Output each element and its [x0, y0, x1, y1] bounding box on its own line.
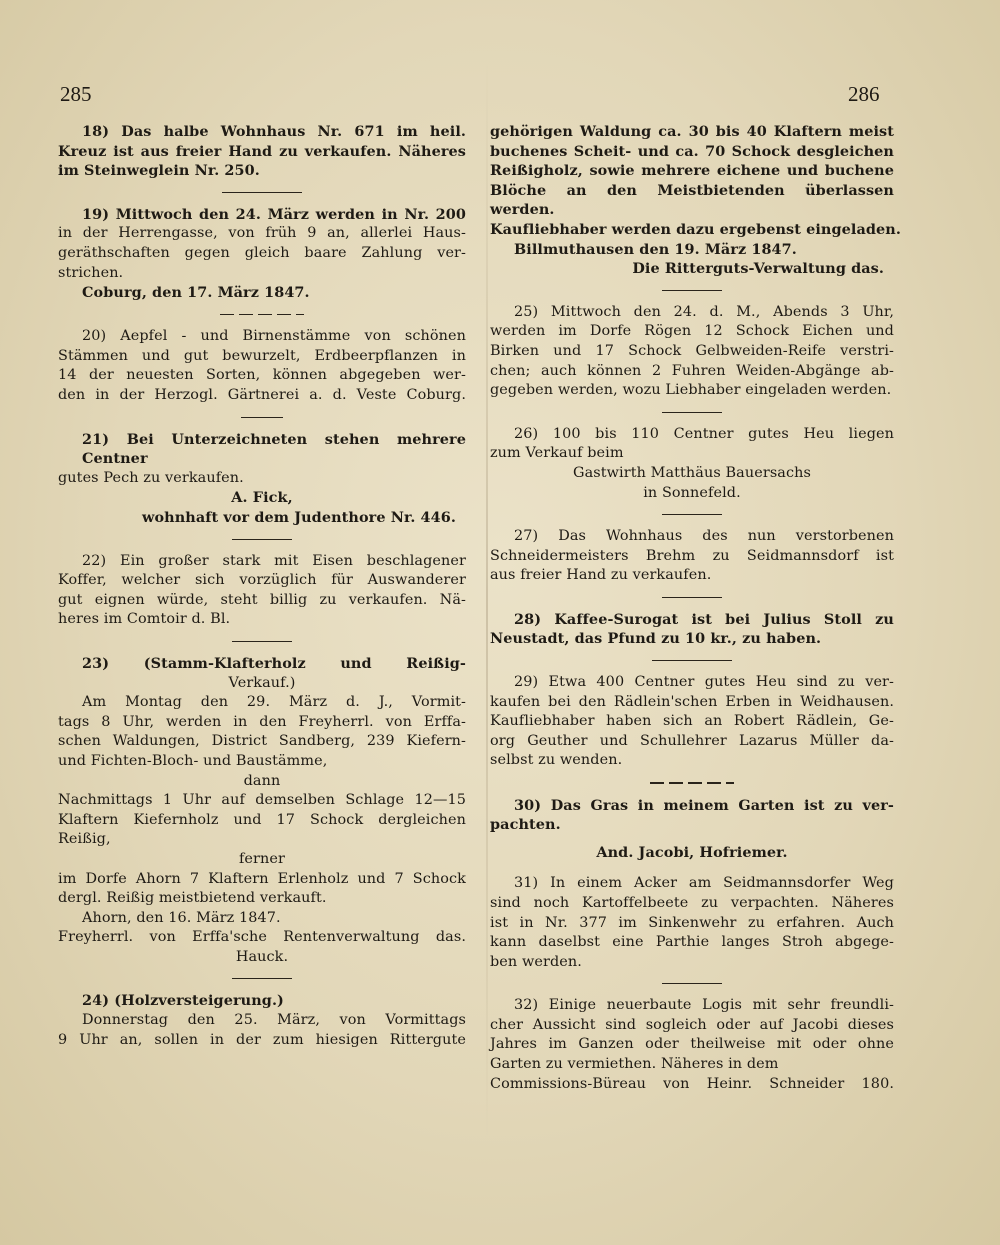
separator: [650, 782, 734, 784]
notice-31: 31) In einem Acker am Seidmannsdorfer Weg sind noch Kartoffelbeete zu verpachten. Näheres ist in Nr. 377 im Sinkenwehr zu erfahren. Auch kann daselbst eine Parthie langes Stroh abgege- ben werden.: [490, 875, 894, 970]
separator: [662, 290, 722, 291]
notice-26: 26) 100 bis 110 Centner gutes Heu liegen zum Verkauf beim Gastwirth Matthäus Bauersachs in Sonnefeld.: [490, 425, 894, 501]
separator: [220, 314, 304, 316]
separator: [241, 417, 283, 418]
right-column: [490, 122, 901, 1094]
notice-30: 30) Das Gras in meinem Garten ist zu ver- pachten. And. Jacobi, Hofriemer.: [490, 796, 894, 861]
notice-27: 27) Das Wohnhaus des nun verstorbenen Schneidermeisters Brehm zu Seidmannsdorf ist aus freier Hand zu verkaufen.: [490, 528, 894, 584]
separator: [222, 192, 302, 193]
notice-25: 25) Mittwoch den 24. d. M., Abends 3 Uhr, werden im Dorfe Rögen 12 Schock Eichen und Birken und 17 Schock Gelbweiden-Reife verstri- chen; auch können 2 Fuhren Weiden-Abgänge ab- gegeben werden, wozu Liebhaber eingeladen werden.: [490, 303, 894, 399]
separator: [662, 412, 722, 413]
separator: [652, 660, 732, 661]
separator: [662, 514, 722, 515]
page-number-right: 286: [848, 82, 880, 106]
notice-22: 22) Ein großer stark mit Eisen beschlagener Koffer, welcher sich vorzüglich für Auswanderer gut eignen würde, steht billig zu verkaufen. Nä- heres im Comtoir d. Bl.: [58, 552, 466, 628]
notice-23: 23) (Stamm-Klafterholz und Reißig- Verkauf.) Am Montag den 29. März d. J., Vormit- tags 8 Uhr, werden in den Freyherrl. von Erffa- schen Waldungen, District Sandberg, 239 Kiefern- und Fichten-Bloch- und Baustämme, dann Nachmittags 1 Uhr auf demselben Schlage 12—15 Klaftern Kiefernholz und 17 Schock dergleichen Reißig, ferner im Dorfe Ahorn 7 Klaftern Erlenholz und 7 Schock dergl. Reißig meistbietend verkauft. Ahorn, den 16. März 1847. Freyherrl. von Erffa'sche Rentenverwaltung das. Hauck.: [58, 654, 466, 965]
separator: [232, 539, 292, 540]
notice-24-continued: gehörigen Waldung ca. 30 bis 40 Klaftern meist buchenes Scheit- und ca. 70 Schock desgleichen Reißigholz, sowie mehrere eichene und buchene Blöche an den Meistbietenden überlassen werden. Kaufliebhaber werden dazu ergebenst eingeladen. Billmuthausen den 19. März 1847. Die Ritterguts-Verwaltung das.: [490, 123, 901, 278]
notice-29: 29) Etwa 400 Centner gutes Heu sind zu ver- kaufen bei den Rädlein'schen Erben in Weidhausen. Kaufliebhaber haben sich an Robert Rädlein, Ge- org Geuther und Schullehrer Lazarus Müller da- selbst zu wenden.: [490, 674, 894, 769]
separator: [662, 983, 722, 984]
notice-28: 28) Kaffee-Surogat ist bei Julius Stoll zu Neustadt, das Pfund zu 10 kr., zu haben.: [490, 610, 894, 648]
notice-32: 32) Einige neuerbaute Logis mit sehr freundli- cher Aussicht sind sogleich oder auf Jacobi dieses Jahres im Ganzen oder theilweise mit oder ohne Garten zu vermiethen. Näheres in dem Commissions-Büreau von Heinr. Schneider 180.: [490, 997, 894, 1092]
separator: [662, 597, 722, 598]
notice-19: 19) Mittwoch den 24. März werden in Nr. 200 in der Herrengasse, von früh 9 an, allerlei Haus- geräthschaften gegen gleich baare Zahlung ver- strichen. Coburg, den 17. März 1847.: [58, 205, 466, 302]
notice-18: 18) Das halbe Wohnhaus Nr. 671 im heil. Kreuz ist aus freier Hand zu verkaufen. Näheres im Steinweglein Nr. 250.: [58, 123, 466, 180]
page-gutter: [486, 60, 488, 1140]
separator: [232, 978, 292, 979]
notice-20: 20) Aepfel - und Birnenstämme von schönen Stämmen und gut bewurzelt, Erdbeerpflanzen in 14 der neuesten Sorten, können abgegeben wer- den in der Herzogl. Gärtnerei a. d. Veste Coburg.: [58, 328, 466, 404]
notice-21: 21) Bei Unterzeichneten stehen mehrere Centner gutes Pech zu verkaufen. A. Fick, wohnhaft vor dem Judenthore Nr. 446.: [58, 430, 466, 526]
notice-24: 24) (Holzversteigerung.) Donnerstag den 25. März, von Vormittags 9 Uhr an, sollen in der zum hiesigen Rittergute: [58, 992, 466, 1048]
separator: [232, 641, 292, 642]
left-column: [58, 122, 466, 1050]
page-number-left: 285: [60, 82, 92, 106]
